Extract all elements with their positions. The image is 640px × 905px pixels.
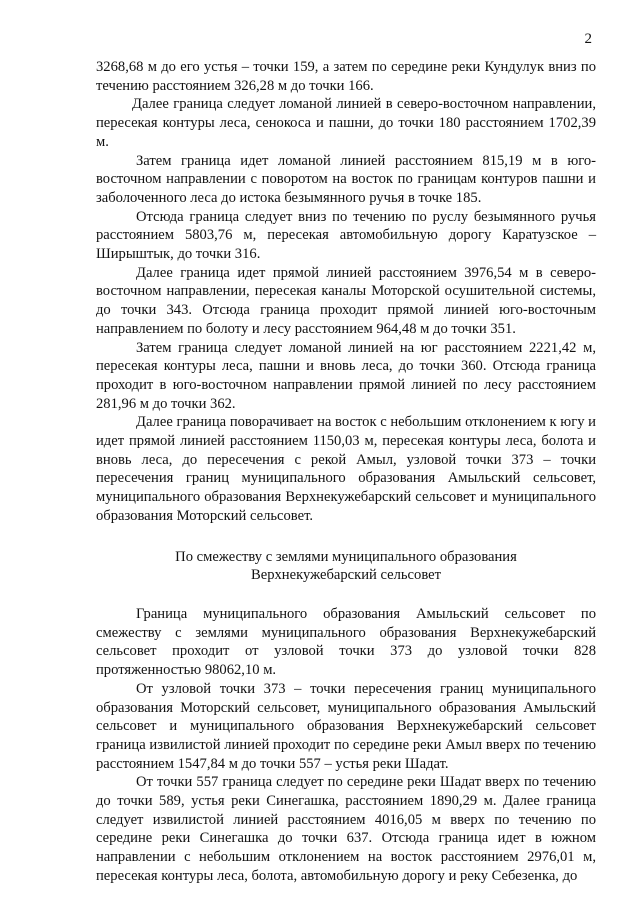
section-heading-line-1: По смежеству с землями муниципального образования [175, 548, 517, 565]
paragraph: От узловой точки 373 – точки пересечения границ муниципального образования Моторский сельсовет, муниципального образования Амыльский сельсовет и муниципального образования Верхнекужебарский сельсовет граница извилистой линией проходит по середине реки Амыл вверх по течению расстоянием 1547,84 м до точки 557 – устья реки Шадат. [96, 680, 596, 772]
paragraph: Граница муниципального образования Амыльский сельсовет по смежеству с землями муниципального образования Верхнекужебарский сельсовет проходит от узловой точки 373 до узловой точки 828 протяженностью 98062,10 м. [96, 605, 596, 679]
paragraph: От точки 557 граница следует по середине реки Шадат вверх по течению до точки 589, устья реки Синегашка, расстоянием 1890,29 м. Далее граница следует извилистой линией расстоянием 4016,05 м вверх по течению по середине реки Синегашка до точки 637. Отсюда граница идет в южном направлении с небольшим отклонением на восток расстоянием 2976,01 м, пересекая контуры леса, болота, автомобильную дорогу и реку Себезенка, до [96, 774, 596, 884]
paragraph-continuation: 3268,68 м до его устья – точки 159, а затем по середине реки Кундулук вниз по течению расстоянием 326,28 м до точки 166. [96, 59, 596, 94]
paragraph: Затем граница идет ломаной линией расстоянием 815,19 м в юго-восточном направлении с поворотом на восток по границам контуров пашни и заболоченного леса до истока безымянного ручья в точке 185. [96, 152, 596, 206]
document-body [96, 58, 596, 886]
paragraph: Далее граница следует ломаной линией в северо-восточном направлении, пересекая контуры леса, сенокоса и пашни, до точки 180 расстоянием 1702,39 м. [96, 96, 596, 150]
paragraph: Затем граница следует ломаной линией на юг расстоянием 2221,42 м, пересекая контуры леса, пашни и вновь леса, до точки 360. Отсюда граница проходит в юго-восточном направлении прямой линией по лесу расстоянием 281,96 м до точки 362. [96, 339, 596, 412]
page-number: 2 [584, 31, 592, 47]
paragraph: Далее граница поворачивает на восток с небольшим отклонением к югу и идет прямой линией расстоянием 1150,03 м, пересекая контуры леса, болота и вновь леса, до пересечения с рекой Амыл, узловой точки 373 – точки пересечения границ муниципального образования Амыльский сельсовет, муниципального образования Верхнекужебарский сельсовет и муниципального образования Моторский сельсовет. [96, 414, 596, 524]
paragraph: Отсюда граница следует вниз по течению по руслу безымянного ручья расстоянием 5803,76 м, пересекая автомобильную дорогу Каратузское – Ширыштык, до точки 316. [96, 208, 596, 263]
paragraph: Далее граница идет прямой линией расстоянием 3976,54 м в северо-восточном направлении, пересекая каналы Моторской осушительной системы, до точки 343. Отсюда граница проходит прямой линией юго-восточным направлением по болоту и лесу расстоянием 964,48 м до точки 351. [96, 264, 596, 337]
section-heading [96, 548, 596, 585]
section-heading-line-2: Верхнекужебарский сельсовет [251, 567, 441, 584]
